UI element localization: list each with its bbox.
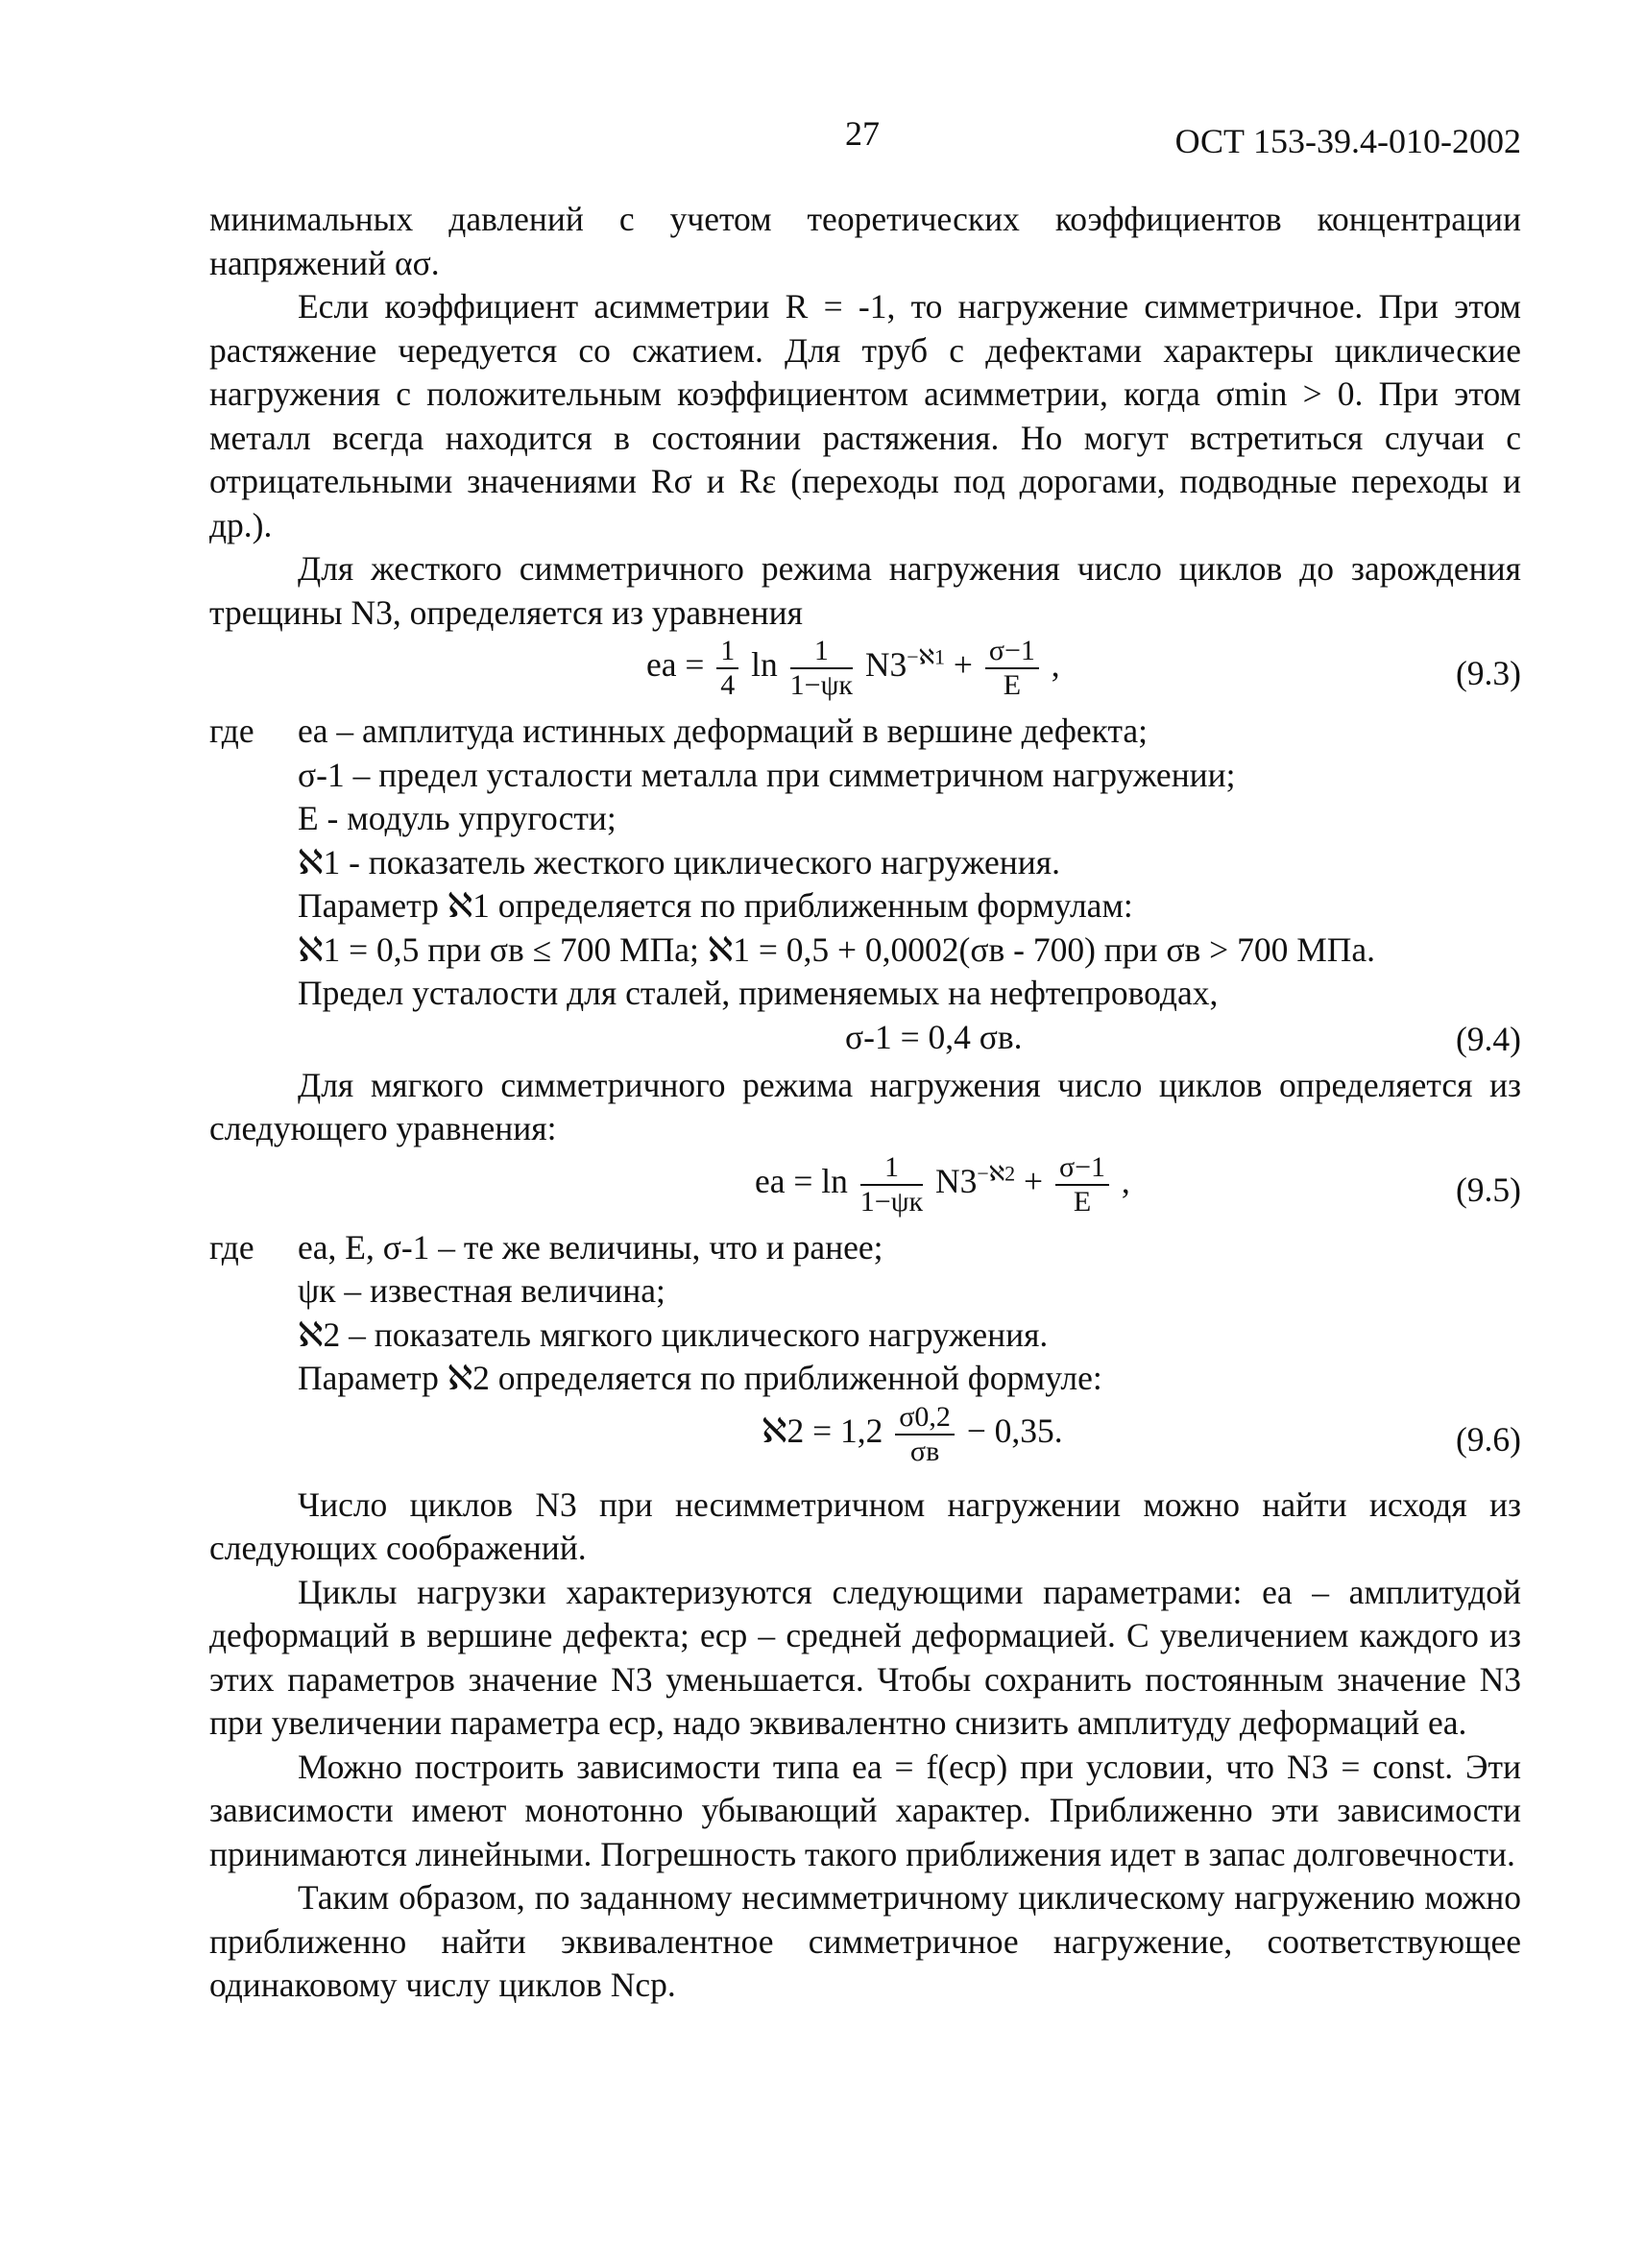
numerator: 1 bbox=[716, 635, 738, 669]
fraction bbox=[1055, 1151, 1109, 1218]
eq-tail: − 0,35. bbox=[966, 1411, 1063, 1450]
page-header bbox=[0, 113, 1645, 171]
power-base: N3 bbox=[934, 1161, 978, 1200]
equation-expression bbox=[762, 1401, 1063, 1468]
equation-number: (9.3) bbox=[1455, 654, 1521, 692]
paragraph: Для жесткого симметричного режима нагружения число циклов до зарождения трещины N3, определяется из уравнения bbox=[209, 549, 1521, 632]
numerator: σ0,2 bbox=[895, 1401, 955, 1436]
eq-tail: , bbox=[1051, 645, 1060, 685]
equation-9-6 bbox=[209, 1401, 1521, 1484]
fraction bbox=[895, 1401, 955, 1468]
numerator: σ−1 bbox=[1055, 1151, 1109, 1186]
eq-lhs: ea = bbox=[646, 645, 714, 685]
equation-9-3 bbox=[209, 635, 1521, 710]
denominator: E bbox=[1003, 669, 1022, 701]
denominator: 1−ψк bbox=[859, 1185, 924, 1218]
equation-number: (9.6) bbox=[1455, 1419, 1521, 1459]
standard-code: ОСТ 153-39.4-010-2002 bbox=[1174, 122, 1521, 160]
parameter-formula: ℵ1 = 0,5 при σв ≤ 700 МПа; ℵ1 = 0,5 + 0,0002(σв - 700) при σв > 700 МПа. bbox=[298, 929, 1376, 969]
paragraph: Таким образом, по заданному несимметричному циклическому нагружению можно приближенно найти эквивалентное симметричное нагружение, соответствующее одинаковому числу циклов Nср. bbox=[209, 1878, 1521, 2004]
equation-9-4 bbox=[209, 1016, 1521, 1064]
denominator: σв bbox=[909, 1435, 940, 1467]
power-exponent: −ℵ2 bbox=[977, 1160, 1016, 1185]
where-label: где bbox=[209, 1227, 254, 1267]
where-label: где bbox=[209, 712, 254, 750]
fraction bbox=[716, 635, 738, 702]
paragraph: минимальных давлений с учетом теоретических коэффициентов концентрации напряжений ασ. bbox=[209, 200, 1521, 282]
denominator: 1−ψк bbox=[789, 669, 853, 701]
body-text bbox=[209, 198, 1521, 2008]
denominator: E bbox=[1073, 1185, 1092, 1218]
definition-item: ψк – известная величина; bbox=[298, 1271, 665, 1310]
equation-number: (9.5) bbox=[1455, 1170, 1521, 1209]
power-exponent: −ℵ1 bbox=[907, 644, 946, 669]
definitions-list bbox=[209, 1226, 1521, 1401]
ln-operator: ln bbox=[751, 645, 778, 685]
fatigue-note: Предел усталости для сталей, применяемых на нефтепроводах, bbox=[298, 974, 1219, 1012]
plus-sign: + bbox=[953, 645, 981, 685]
ln-operator: ln bbox=[821, 1161, 848, 1200]
definition-item: ℵ1 - показатель жесткого циклического нагружения. bbox=[298, 842, 1060, 881]
plus-sign: + bbox=[1024, 1161, 1052, 1200]
definition-item: ℵ2 – показатель мягкого циклического нагружения. bbox=[298, 1315, 1049, 1354]
fraction bbox=[860, 1151, 923, 1218]
fraction bbox=[985, 635, 1039, 702]
equation-9-5 bbox=[209, 1151, 1521, 1226]
power-base: N3 bbox=[864, 645, 907, 685]
definition-item: E - модуль упругости; bbox=[298, 799, 617, 837]
eq-lhs: ℵ2 = 1,2 bbox=[762, 1411, 883, 1450]
equation-number: (9.4) bbox=[1455, 1019, 1521, 1058]
paragraph: Число циклов N3 при несимметричном нагружении можно найти исходя из следующих соображений. bbox=[209, 1484, 1521, 1567]
paragraph: Можно построить зависимости типа eа = f(eср) при условии, что N3 = const. Эти зависимости имеют монотонно убывающий характер. Приближенно эти зависимости принимаются линейными. Погрешность такого приближения идет в запас долговечности. bbox=[209, 1747, 1521, 1873]
numerator: σ−1 bbox=[985, 635, 1039, 669]
equation-expression bbox=[755, 1151, 1130, 1218]
definition-item: σ-1 – предел усталости металла при симметричном нагружении; bbox=[298, 755, 1236, 794]
paragraph: Если коэффициент асимметрии R = -1, то нагружение симметричное. При этом растяжение чередуется со сжатием. Для труб с дефектами характеры циклические нагружения с положительным коэффициентом асимметрии, когда σmin > 0. При этом металл всегда находится в состоянии растяжения. Но могут встретиться случаи с отрицательными значениями Rσ и Rε (переходы под дорогами, подводные переходы и др.). bbox=[209, 287, 1521, 544]
numerator: 1 bbox=[790, 635, 853, 669]
definitions-list bbox=[209, 710, 1521, 1016]
definition-item: ea, E, σ-1 – те же величины, что и ранее; bbox=[298, 1227, 883, 1267]
page-number: 27 bbox=[845, 114, 880, 153]
paragraph: Циклы нагрузки характеризуются следующими параметрами: eа – амплитудой деформаций в вершине дефекта; eср – средней деформацией. С увеличением каждого из этих параметров значение N3 уменьшается. Чтобы сохранить постоянным значение N3 при увеличении параметра eср, надо эквивалентно снизить амплитуду деформаций eа. bbox=[209, 1572, 1521, 1742]
parameter-note: Параметр ℵ2 определяется по приближенной формуле: bbox=[298, 1359, 1102, 1397]
denominator: 4 bbox=[720, 669, 736, 701]
eq-lhs: ea = bbox=[755, 1161, 822, 1200]
fraction bbox=[790, 635, 853, 702]
numerator: 1 bbox=[860, 1151, 923, 1186]
paragraph: Для мягкого симметричного режима нагружения число циклов определяется из следующего уравнения: bbox=[209, 1065, 1521, 1147]
parameter-note: Параметр ℵ1 определяется по приближенным формулам: bbox=[298, 886, 1133, 925]
definition-item: eа – амплитуда истинных деформаций в вершине дефекта; bbox=[298, 712, 1149, 750]
equation-expression: σ-1 = 0,4 σв. bbox=[845, 1017, 1023, 1056]
eq-tail: , bbox=[1121, 1161, 1130, 1200]
equation-expression bbox=[646, 635, 1060, 702]
